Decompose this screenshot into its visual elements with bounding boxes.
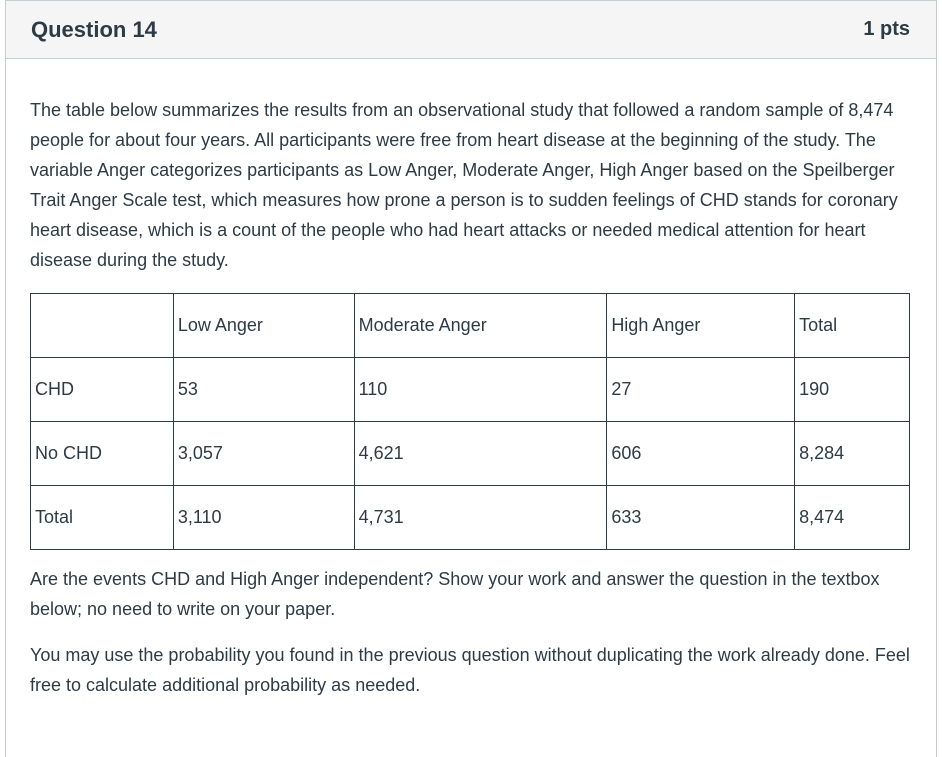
table-row <box>31 422 910 486</box>
table-cell: 8,284 <box>795 422 910 486</box>
table-header-cell: High Anger <box>607 294 795 358</box>
table-cell: 3,057 <box>173 422 354 486</box>
question-prompt: Are the events CHD and High Anger independent? Show your work and answer the question in the textbox below; no need to write on your paper. <box>30 569 880 619</box>
table-header-cell: Moderate Anger <box>354 294 607 358</box>
results-table <box>30 293 910 550</box>
table-cell: 53 <box>173 358 354 422</box>
table-cell: 4,621 <box>354 422 607 486</box>
table-cell: 633 <box>607 486 795 550</box>
question-card <box>5 0 937 757</box>
table-header-cell: Low Anger <box>173 294 354 358</box>
table-cell: 110 <box>354 358 607 422</box>
table-cell: 190 <box>795 358 910 422</box>
table-cell: 4,731 <box>354 486 607 550</box>
table-cell: 606 <box>607 422 795 486</box>
table-header-cell: Total <box>795 294 910 358</box>
table-cell: 8,474 <box>795 486 910 550</box>
question-header <box>6 1 936 59</box>
table-cell: 27 <box>607 358 795 422</box>
table-cell: CHD <box>31 358 174 422</box>
table-row <box>31 358 910 422</box>
table-header-cell <box>31 294 174 358</box>
table-cell: Total <box>31 486 174 550</box>
table-header-row <box>31 294 910 358</box>
question-intro: The table below summarizes the results from an observational study that followed a random sample of 8,474 people for about four years. All participants were free from heart disease at the beginning of the study. The variable Anger categorizes participants as Low Anger, Moderate Anger, High Anger based on the Speilberger Trait Anger Scale test, which measures how prone a person is to sudden feelings of CHD stands for coronary heart disease, which is a count of the people who had heart attacks or needed medical attention for heart disease during the study. <box>30 100 898 270</box>
table-cell: No CHD <box>31 422 174 486</box>
question-points: 1 pts <box>863 18 910 40</box>
question-note: You may use the probability you found in the previous question without duplicating the work already done. Feel free to calculate additional probability as needed. <box>30 645 910 695</box>
question-body <box>6 59 936 700</box>
table-cell: 3,110 <box>173 486 354 550</box>
question-title: Question 14 <box>31 16 157 42</box>
table-row <box>31 486 910 550</box>
